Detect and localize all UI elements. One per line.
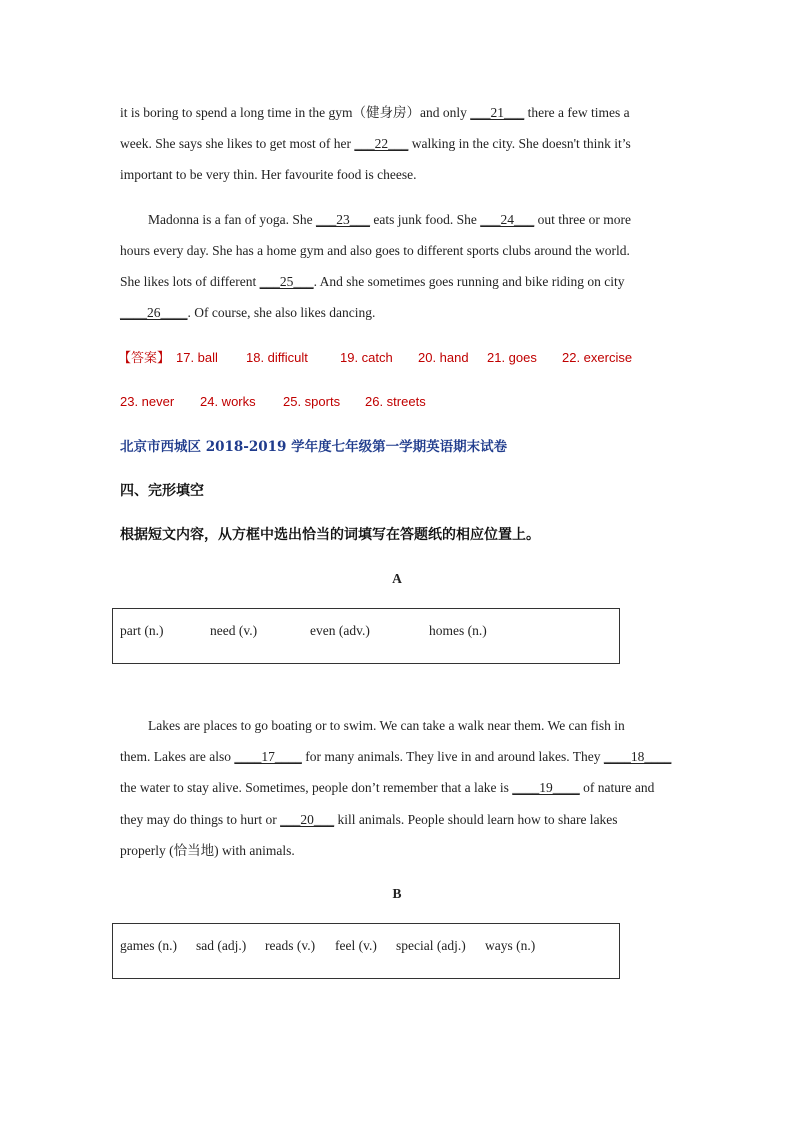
word-option: need (v.)	[210, 623, 258, 638]
passage-line: them. Lakes are also ____17____ for many animals. They live in and around lakes. They ____18____	[120, 749, 672, 764]
passage-line: Lakes are places to go boating or to swim. We can take a walk near them. We can fish in	[148, 718, 625, 733]
blank-19[interactable]: ____19____	[512, 780, 580, 795]
passage-line: properly (恰当地) with animals.	[120, 843, 295, 858]
passage-line: Madonna is a fan of yoga. She ___23___ eats junk food. She ___24___ out three or more	[148, 212, 631, 227]
word-option: games (n.)	[120, 938, 177, 953]
word-option: feel (v.)	[335, 938, 377, 953]
part-a-label: A	[392, 571, 402, 586]
word-option: ways (n.)	[485, 938, 536, 953]
answer-item: 20. hand	[418, 350, 469, 365]
word-option: even (adv.)	[310, 623, 370, 638]
part-title: 四、完形填空	[120, 483, 204, 499]
passage-line: the water to stay alive. Sometimes, people don’t remember that a lake is ____19____ of nature and	[120, 780, 655, 795]
blank-22[interactable]: ___22___	[354, 136, 409, 151]
answer-item: 17. ball	[176, 350, 218, 365]
blank-20[interactable]: ___20___	[280, 812, 335, 827]
blank-24[interactable]: ___24___	[480, 212, 535, 227]
blank-17[interactable]: ____17____	[234, 749, 302, 764]
answer-item: 24. works	[200, 394, 256, 409]
passage-line: She likes lots of different ___25___. And she sometimes goes running and bike riding on city	[120, 274, 625, 289]
blank-26[interactable]: ____26____	[120, 305, 188, 320]
answer-item: 25. sports	[283, 394, 341, 409]
passage-line: week. She says she likes to get most of her ___22___ walking in the city. She doesn't think it’s	[120, 136, 631, 151]
blank-18[interactable]: ____18____	[603, 749, 672, 764]
passage-line: they may do things to hurt or ___20___ kill animals. People should learn how to share lakes	[120, 812, 618, 827]
answer-label: 【答案】	[118, 351, 171, 366]
word-box-b	[112, 923, 620, 979]
instruction: 根据短文内容，从方框中选出恰当的词填写在答题纸的相应位置上。	[120, 527, 540, 543]
word-option: reads (v.)	[265, 938, 316, 953]
answer-item: 23. never	[120, 394, 175, 409]
blank-25[interactable]: ___25___	[259, 274, 314, 289]
passage-line: important to be very thin. Her favourite food is cheese.	[120, 167, 417, 182]
answer-item: 26. streets	[365, 394, 426, 409]
answer-item: 19. catch	[340, 350, 393, 365]
part-b-label: B	[392, 886, 402, 901]
word-option: special (adj.)	[396, 938, 466, 953]
blank-23[interactable]: ___23___	[315, 212, 370, 227]
answer-item: 18. difficult	[246, 350, 308, 365]
word-option: sad (adj.)	[196, 938, 247, 953]
word-option: part (n.)	[120, 623, 164, 638]
answer-item: 21. goes	[487, 350, 537, 365]
blank-21[interactable]: ___21___	[470, 105, 525, 120]
answer-item: 22. exercise	[562, 350, 633, 365]
exam-title: 北京市西城区 2018-2019 学年度七年级第一学期英语期末试卷	[120, 439, 508, 455]
answer-row	[118, 349, 170, 368]
passage-line: ____26____. Of course, she also likes dancing.	[120, 305, 376, 320]
passage-line: it is boring to spend a long time in the gym（健身房）and only ___21___ there a few times a	[120, 105, 630, 120]
word-option: homes (n.)	[429, 623, 487, 638]
passage-line: hours every day. She has a home gym and also goes to different sports clubs around the world.	[120, 243, 630, 258]
word-box-a	[112, 608, 620, 664]
